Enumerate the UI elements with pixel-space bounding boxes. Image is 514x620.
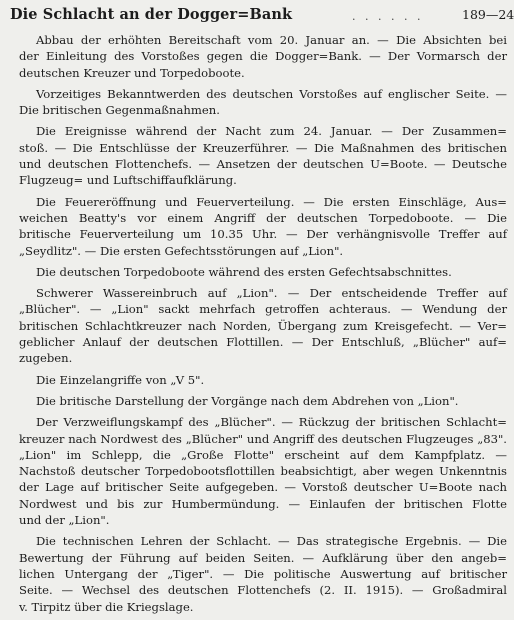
summary-paragraph	[0, 414, 513, 528]
text-line: weichen Beatty's vor einem Angriff der deutschen Torpedoboote. — Die	[19, 210, 507, 225]
summary-paragraph	[0, 123, 513, 188]
summary-paragraph	[0, 32, 513, 81]
text-line: Der Verzweiflungskampf des „Blücher". — Rückzug der britischen Schlacht=	[36, 415, 507, 430]
chapter-summary	[0, 32, 513, 620]
page-header	[0, 6, 513, 28]
text-line: kreuzer nach Nordwest des „Blücher" und Angriff des deutschen Flugzeuges „83".	[19, 431, 507, 446]
text-line: Die Ereignisse während der Nacht zum 24. Januar. — Der Zusammen=	[36, 124, 507, 139]
chapter-title: Die Schlacht an der Dogger=Bank	[10, 6, 293, 23]
summary-paragraph	[0, 533, 513, 614]
text-line: Abbau der erhöhten Bereitschaft vom 20. Januar an. — Die Absichten bei	[36, 33, 507, 47]
summary-paragraph	[0, 285, 513, 366]
text-line: der Einleitung des Vorstoßes gegen die Dogger=Bank. — Der Vormarsch der	[19, 49, 507, 64]
leader-dots: . . . . . .	[352, 10, 424, 23]
text-line: deutschen Kreuzer und Torpedoboote.	[19, 65, 245, 80]
text-line: britischen Schlachtkreuzer nach Norden, Übergang zum Kreisgefecht. — Ver=	[19, 318, 507, 333]
text-line: „Lion" im Schlepp, die „Große Flotte" erscheint auf dem Kampfplatz. —	[19, 447, 507, 462]
text-line: Vorzeitiges Bekanntwerden des deutschen Vorstoßes auf englischer Seite. —	[36, 86, 507, 101]
text-line: und der „Lion".	[19, 513, 110, 528]
text-line: „Blücher". — „Lion" sackt mehrfach getroffen achteraus. — Wendung der	[19, 302, 507, 317]
text-line: Flugzeug= und Luftschiffaufklärung.	[19, 173, 237, 188]
text-line: und deutschen Flottenchefs. — Ansetzen der deutschen U=Boote. — Deutsche	[19, 157, 507, 172]
summary-paragraph	[0, 86, 513, 119]
summary-paragraph	[0, 194, 513, 259]
text-line: Bewertung der Führung auf beiden Seiten. — Aufklärung über den angeb=	[19, 550, 507, 565]
text-line: „Seydlitz". — Die ersten Gefechtsstörungen auf „Lion".	[19, 243, 344, 258]
text-line: Nordwest und bis zur Humbermündung. — Einlaufen der britischen Flotte	[19, 496, 507, 511]
text-line: britische Feuerverteilung um 10.35 Uhr. — Der verhängnisvolle Treffer auf	[19, 227, 507, 242]
text-line: v. Tirpitz über die Kriegslage.	[19, 599, 194, 614]
text-line: stoß. — Die Entschlüsse der Kreuzerführer. — Die Maßnahmen des britischen	[19, 140, 507, 155]
text-line: Schwerer Wassereinbruch auf „Lion". — Der entscheidende Treffer auf	[36, 286, 507, 301]
text-line: Die britische Darstellung der Vorgänge nach dem Abdrehen von „Lion".	[36, 393, 459, 408]
text-line: geblicher Anlauf der deutschen Flottillen. — Der Entschluß, „Blücher" auf=	[19, 335, 507, 350]
text-line: Seite. — Wechsel des deutschen Flottenchefs (2. II. 1915). — Großadmiral	[19, 583, 507, 598]
text-line: Die deutschen Torpedoboote während des ersten Gefechtsabschnittes.	[36, 264, 452, 279]
summary-paragraph	[0, 372, 513, 388]
page-range: 189—24	[462, 7, 514, 22]
text-line: Die technischen Lehren der Schlacht. — Das strategische Ergebnis. — Die	[36, 534, 507, 549]
text-line: lichen Untergang der „Tiger". — Die politische Auswertung auf britischer	[19, 566, 507, 581]
text-line: Die Feuereröffnung und Feuerverteilung. — Die ersten Einschläge, Aus=	[36, 194, 507, 209]
text-line: der Lage auf britischer Seite aufgegeben. — Vorstoß deutscher U=Boote nach	[19, 480, 507, 495]
summary-paragraph	[0, 393, 513, 409]
text-line: Die britischen Gegenmaßnahmen.	[19, 103, 220, 118]
text-line: zugeben.	[19, 351, 73, 366]
text-line: Nachstoß deutscher Torpedobootsflottillen beabsichtigt, aber wegen Unkenntnis	[19, 464, 507, 479]
text-line: Die Einzelangriffe von „V 5".	[36, 372, 205, 387]
summary-paragraph	[0, 264, 513, 280]
